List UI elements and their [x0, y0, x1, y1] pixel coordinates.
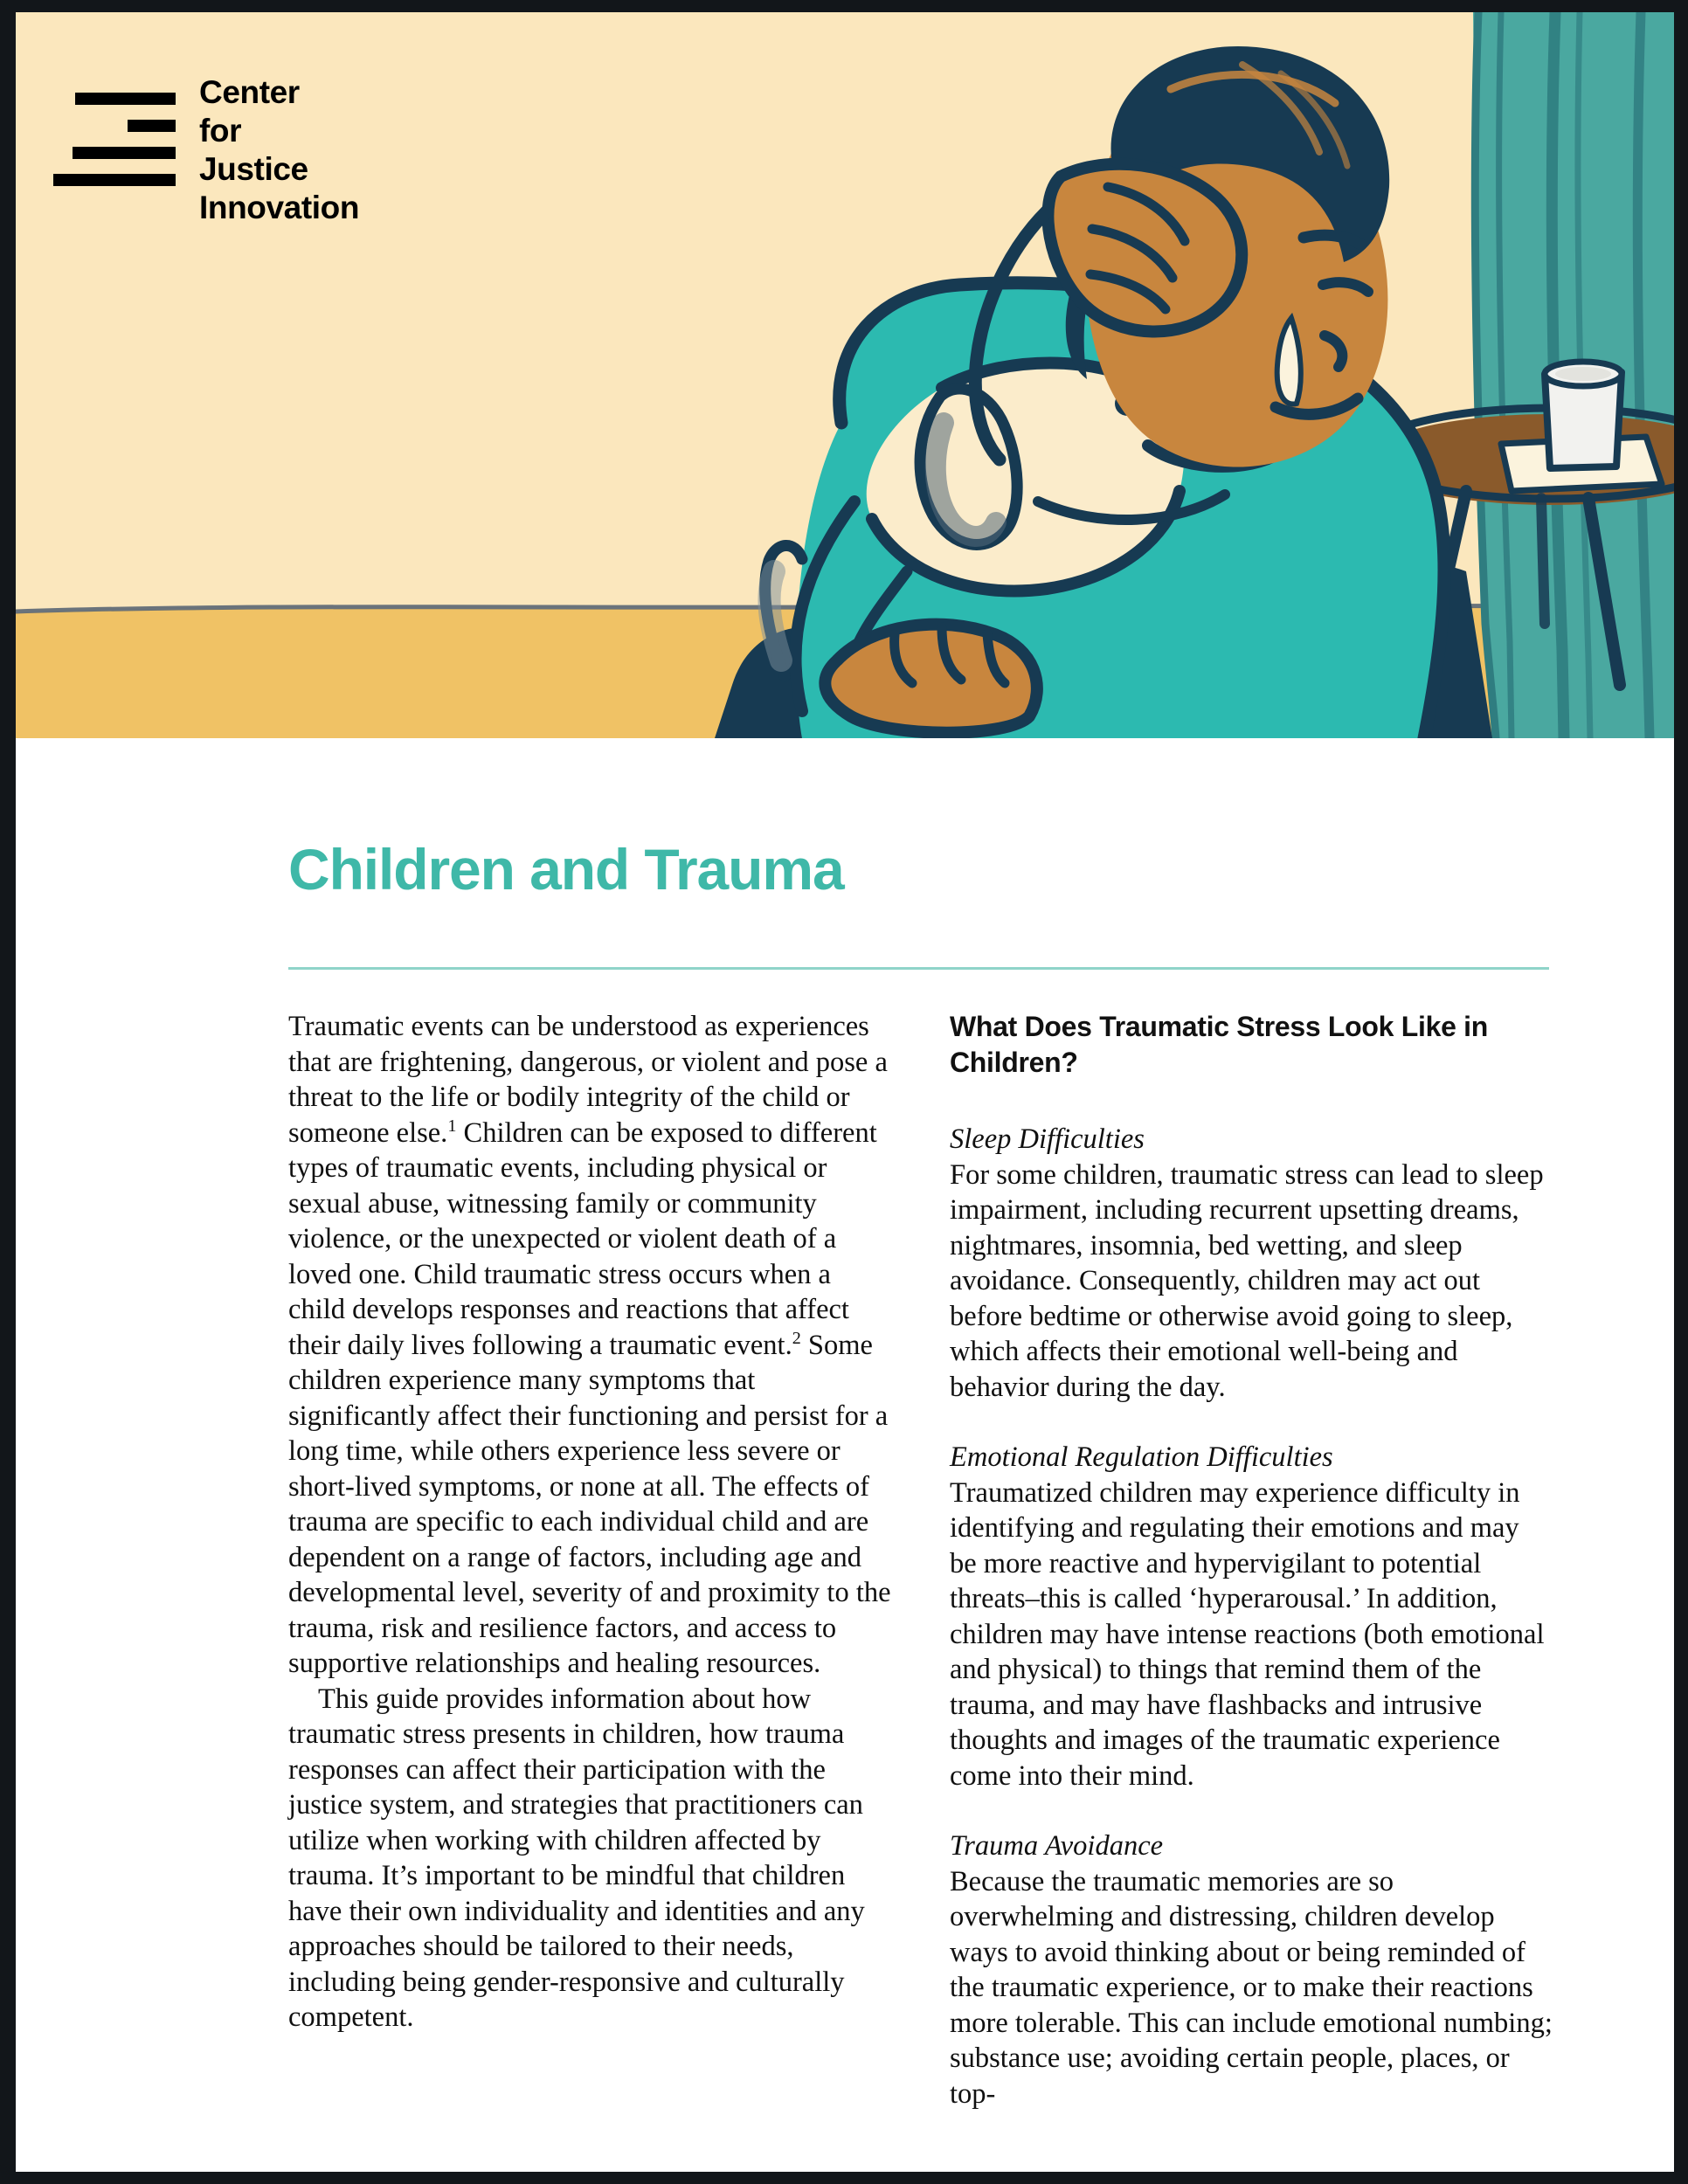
logo-line-innovation: Innovation [199, 190, 360, 226]
intro-paragraph-1: Traumatic events can be understood as experiences that are frightening, dangerous, or violent and pose a threat to the life or bodily integrity of the child or someone else.$^1$ Children can be exposed to different types of traumatic events, including physical or sexual abuse, witnessing family or community violence, or the unexpected or violent death of a loved one. Child traumatic stress occurs when a child develops responses and reactions that affect their daily lives following a traumatic event.$^2$ Some children experience many symptoms that significantly affect their functioning and persist for a long time, while others experience less severe or short-lived symptoms, or none at all. The effects of trauma are specific to each individual child and are dependent on a range of factors, including age and developmental level, severity of and proximity to the trauma, risk and resilience factors, and access to supportive relationships and healing resources. [288, 1011, 891, 1679]
section-heading: What Does Traumatic Stress Look Like in Children? [950, 1011, 1489, 1078]
subheading-emotional-regulation: Emotional Regulation Difficulties [950, 1441, 1333, 1473]
organization-logo [58, 73, 359, 227]
subheading-trauma-avoidance: Trauma Avoidance [950, 1830, 1164, 1862]
logo-line-justice: Justice [199, 151, 308, 188]
logo-bar-4 [53, 174, 176, 186]
logo-bar-2 [128, 120, 176, 132]
hero-illustration [16, 12, 1674, 738]
body-trauma-avoidance: Because the traumatic memories are so overwhelming and distressing, children develop ways to avoid thinking about or being reminded of the traumatic experience, or to make their reactions more tolerable. This can include emotional numbing; substance use; avoiding certain people, places, or top- [950, 1865, 1553, 2110]
section-sleep-difficulties [950, 1122, 1553, 1405]
logo-bar-1 [75, 93, 176, 105]
logo-bar-3 [73, 147, 176, 159]
right-column [950, 1009, 1553, 2111]
footnote-marker-1: 1 [447, 1116, 457, 1136]
footnote-marker-2: 2 [792, 1328, 801, 1348]
body-emotional-regulation: Traumatized children may experience difficulty in identifying and regulating their emotions and may be more reactive and hypervigilant to potential threats–this is called ‘hyperarousal.’ In addition, children may have intense reactions (both emotional and physical) to things that remind them of the trauma, and may have flashbacks and intrusive thoughts and images of the traumatic experience come into their mind. [950, 1476, 1545, 1792]
page-title: Children and Trauma [288, 837, 844, 902]
logo-line-center: Center [199, 74, 300, 110]
section-emotional-regulation [950, 1440, 1553, 1794]
section-trauma-avoidance [950, 1828, 1553, 2111]
left-column [288, 1009, 891, 2111]
subheading-sleep-difficulties: Sleep Difficulties [950, 1123, 1145, 1155]
two-column-layout [288, 1009, 1553, 2111]
body-sleep-difficulties: For some children, traumatic stress can lead to sleep impairment, including recurrent upsetting dreams, nightmares, insomnia, bed wetting, and sleep avoidance. Consequently, children may act out before bedtime or otherwise avoid going to sleep, which affects their emotional well-being and behavior during the day. [950, 1158, 1544, 1403]
intro-paragraph-2: This guide provides information about how traumatic stress presents in children, how trauma responses can affect their participation with the justice system, and strategies that practitioners can utilize when working with children affected by trauma. It’s important to be mindful that children have their own individuality and identities and any approaches should be tailored to their needs, including being gender-responsive and culturally competent. [288, 1683, 865, 2033]
title-divider [288, 967, 1549, 970]
logo-line-for: for [199, 113, 242, 149]
logo-wordmark [199, 73, 359, 227]
page-inner [16, 12, 1674, 2172]
logo-bars-icon [58, 73, 180, 186]
